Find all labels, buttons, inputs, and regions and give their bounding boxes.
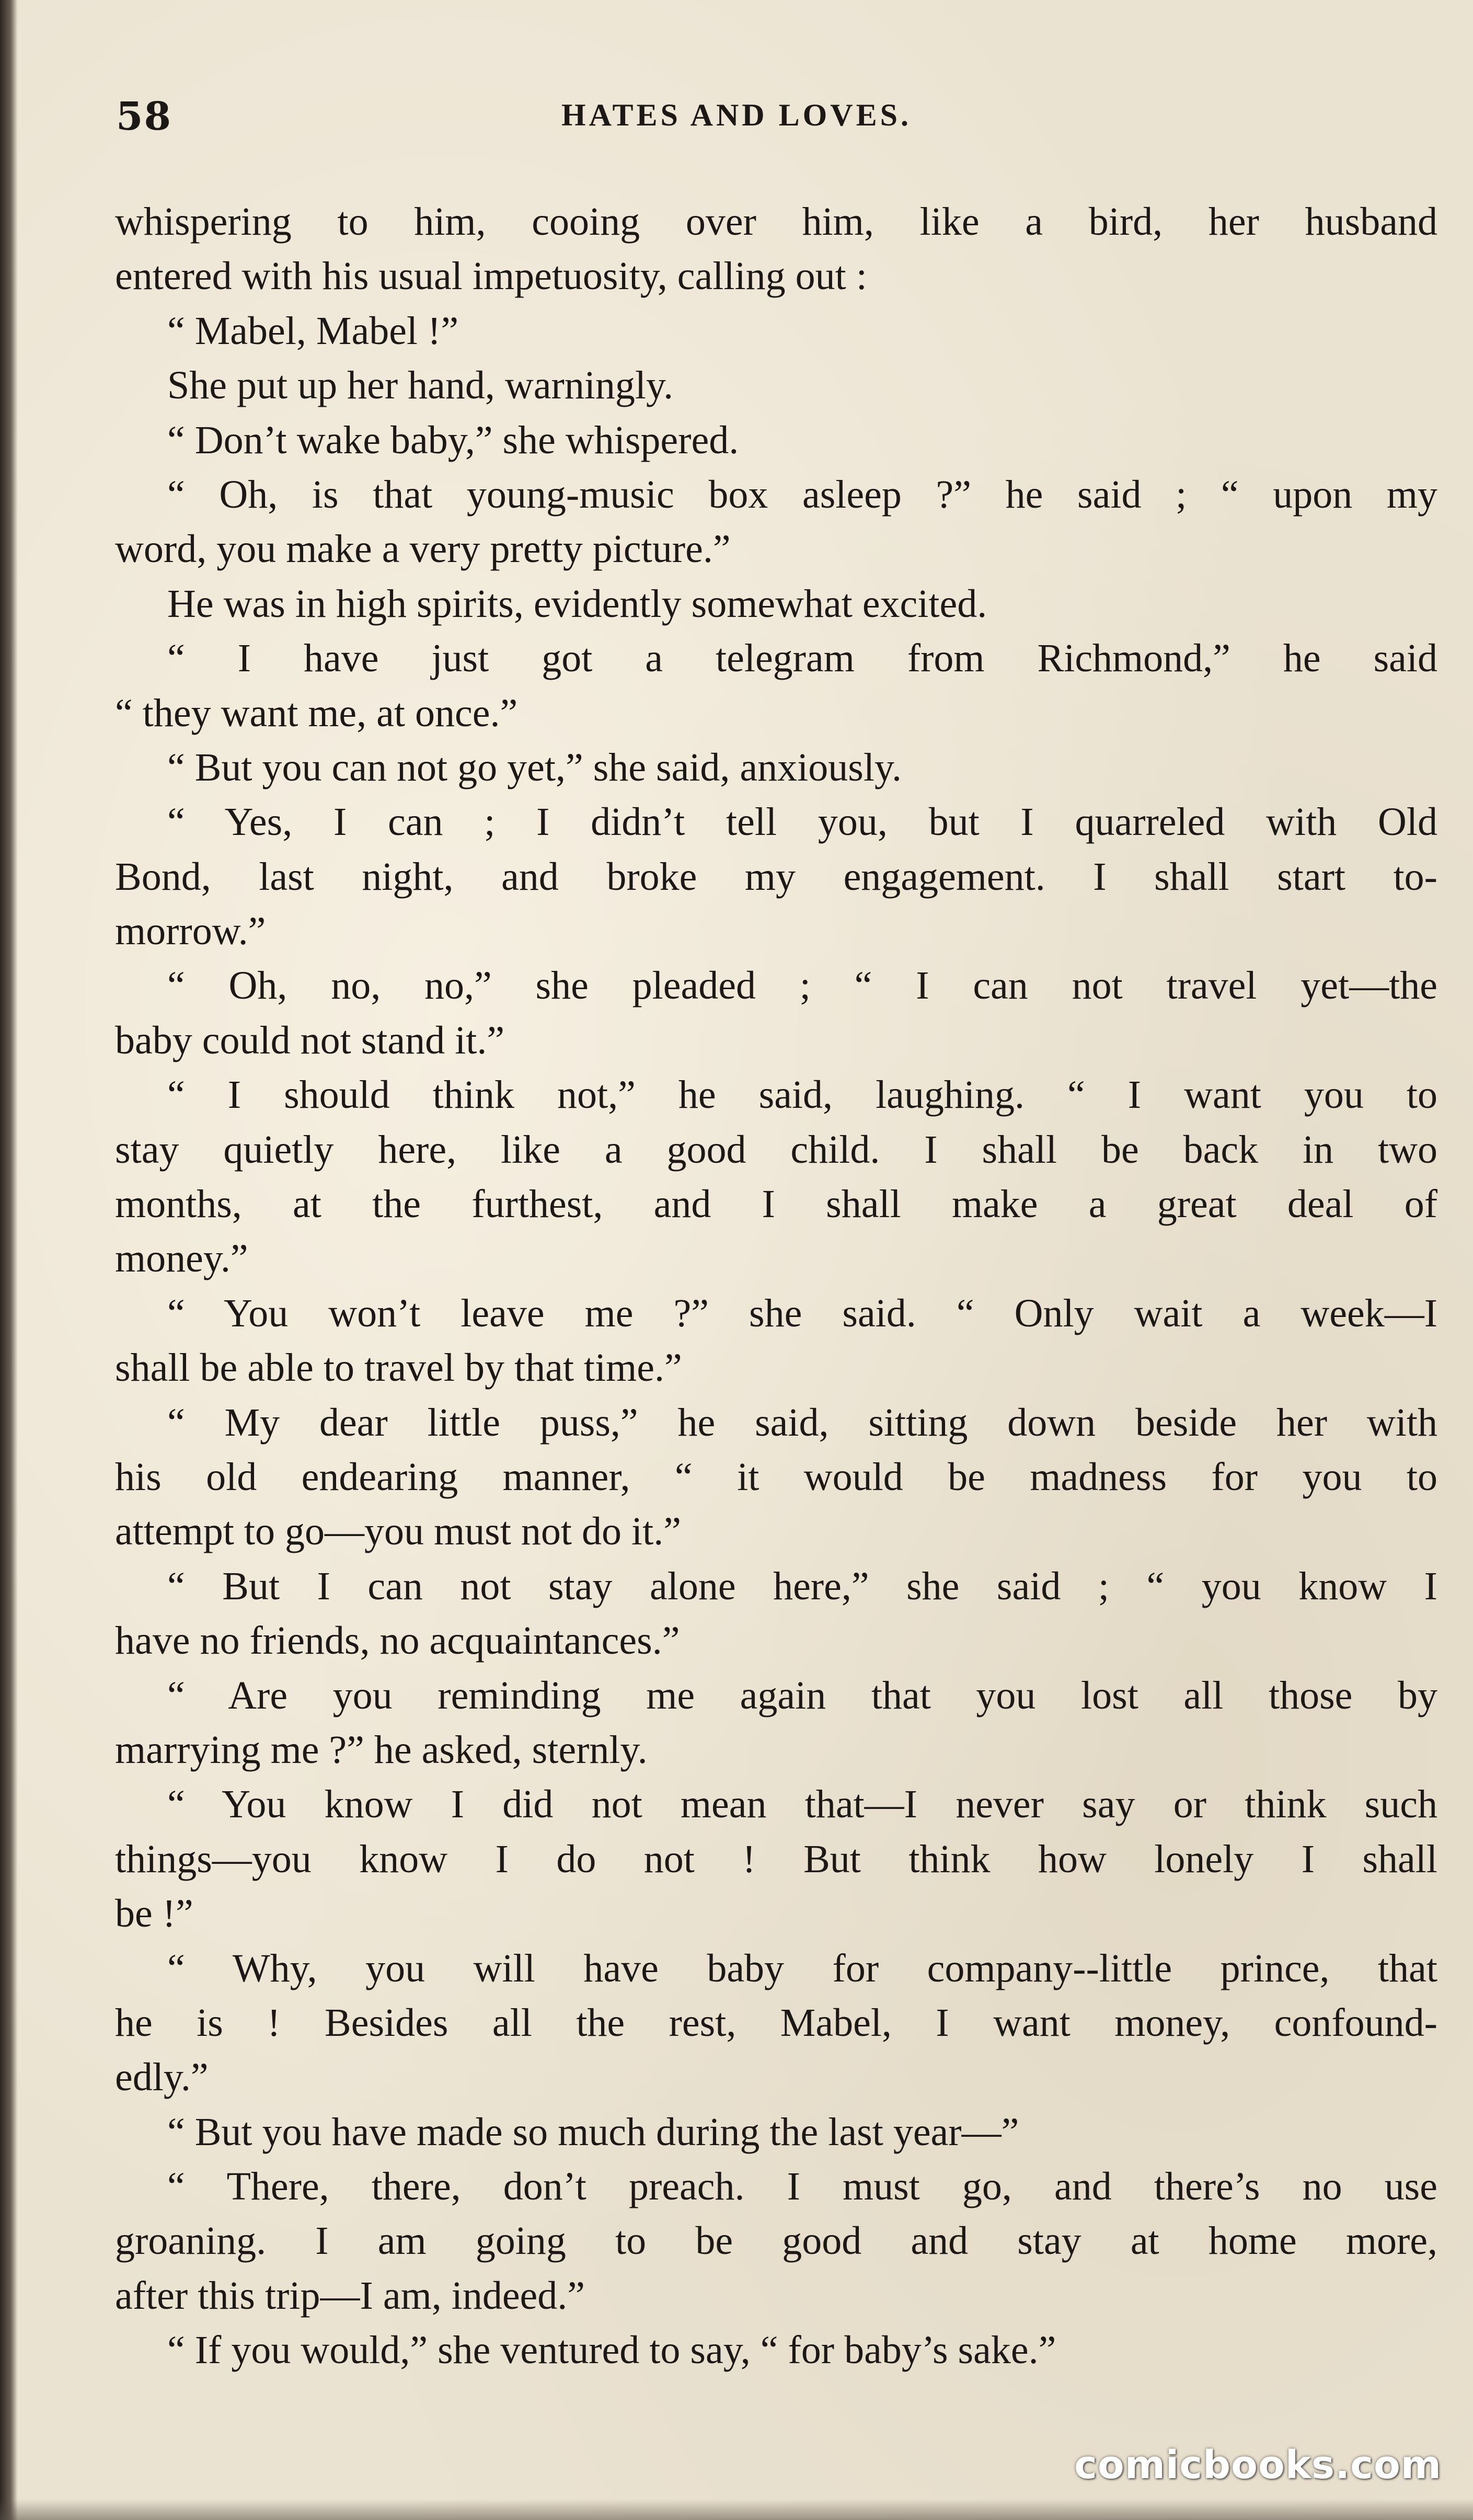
text-line: stay quietly here, like a good child. I shall be back in two xyxy=(115,1127,1437,1172)
text-line: money.” xyxy=(115,1236,248,1281)
text-line: “ Are you reminding me again that you lost all those by xyxy=(167,1673,1437,1717)
text-line: “ Mabel, Mabel !” xyxy=(167,308,459,353)
text-line: whispering to him, cooing over him, like a bird, her husband xyxy=(115,200,1437,244)
page-bottom-shadow xyxy=(0,2499,1473,2520)
text-line: his old endearing manner, “ it would be madness for you to xyxy=(115,1454,1437,1499)
text-line: “ You know I did not mean that—I never say or think such xyxy=(167,1782,1437,1827)
text-line: attempt to go—you must not do it.” xyxy=(115,1509,681,1554)
text-line: be !” xyxy=(115,1892,193,1936)
text-line: “ Oh, is that young-music box asleep ?” he said ; “ upon my xyxy=(167,472,1437,517)
text-line: entered with his usual impetuosity, calling out : xyxy=(115,254,867,299)
text-line: marrying me ?” he asked, sternly. xyxy=(115,1727,648,1772)
text-line: Bond, last night, and broke my engagement. I shall start to- xyxy=(115,854,1437,899)
text-line: “ If you would,” she ventured to say, “ for baby’s sake.” xyxy=(167,2328,1056,2373)
text-line: “ Don’t wake baby,” she whispered. xyxy=(167,418,739,462)
text-line: “ But you have made so much during the last year—” xyxy=(167,2110,1019,2154)
text-line: “ There, there, don’t preach. I must go, and there’s no use xyxy=(167,2164,1437,2209)
text-line: he is ! Besides all the rest, Mabel, I want money, confound- xyxy=(115,2000,1437,2045)
text-line: morrow.” xyxy=(115,909,266,954)
text-line: “ Oh, no, no,” she pleaded ; “ I can not travel yet—the xyxy=(167,964,1437,1008)
text-line: things—you know I do not ! But think how lonely I shall xyxy=(115,1837,1437,1881)
text-line: shall be able to travel by that time.” xyxy=(115,1346,682,1390)
text-line: after this trip—I am, indeed.” xyxy=(115,2273,585,2318)
text-line: groaning. I am going to be good and stay at home more, xyxy=(115,2219,1437,2263)
watermark: comicbooks.com xyxy=(1074,2443,1442,2488)
text-line: “ Yes, I can ; I didn’t tell you, but I quarreled with Old xyxy=(167,800,1437,844)
text-line: “ My dear little puss,” he said, sitting down beside her with xyxy=(167,1400,1437,1445)
text-line: “ they want me, at once.” xyxy=(115,691,518,735)
text-line: “ But you can not go yet,” she said, anxiously. xyxy=(167,745,902,789)
text-line: “ But I can not stay alone here,” she said ; “ you know I xyxy=(167,1564,1437,1608)
text-line: have no friends, no acquaintances.” xyxy=(115,1619,680,1663)
text-line: “ I should think not,” he said, laughing. “ I want you to xyxy=(167,1073,1437,1117)
text-line: “ Why, you will have baby for company--little prince, that xyxy=(167,1946,1437,1990)
running-head: HATES AND LOVES. xyxy=(561,98,912,132)
text-line: word, you make a very pretty picture.” xyxy=(115,527,731,571)
text-line: edly.” xyxy=(115,2055,209,2100)
page-edge-shadow xyxy=(0,0,18,2520)
text-line: “ I have just got a telegram from Richmond,” he said xyxy=(167,636,1437,681)
body-text xyxy=(115,194,1437,2378)
text-line: He was in high spirits, evidently somewhat excited. xyxy=(167,581,987,626)
text-line: baby could not stand it.” xyxy=(115,1018,505,1062)
text-line: “ You won’t leave me ?” she said. “ Only wait a week—I xyxy=(167,1291,1437,1335)
text-line: months, at the furthest, and I shall make a great deal of xyxy=(115,1182,1437,1227)
text-line: She put up her hand, warningly. xyxy=(167,363,674,408)
page-number: 58 xyxy=(116,94,172,139)
